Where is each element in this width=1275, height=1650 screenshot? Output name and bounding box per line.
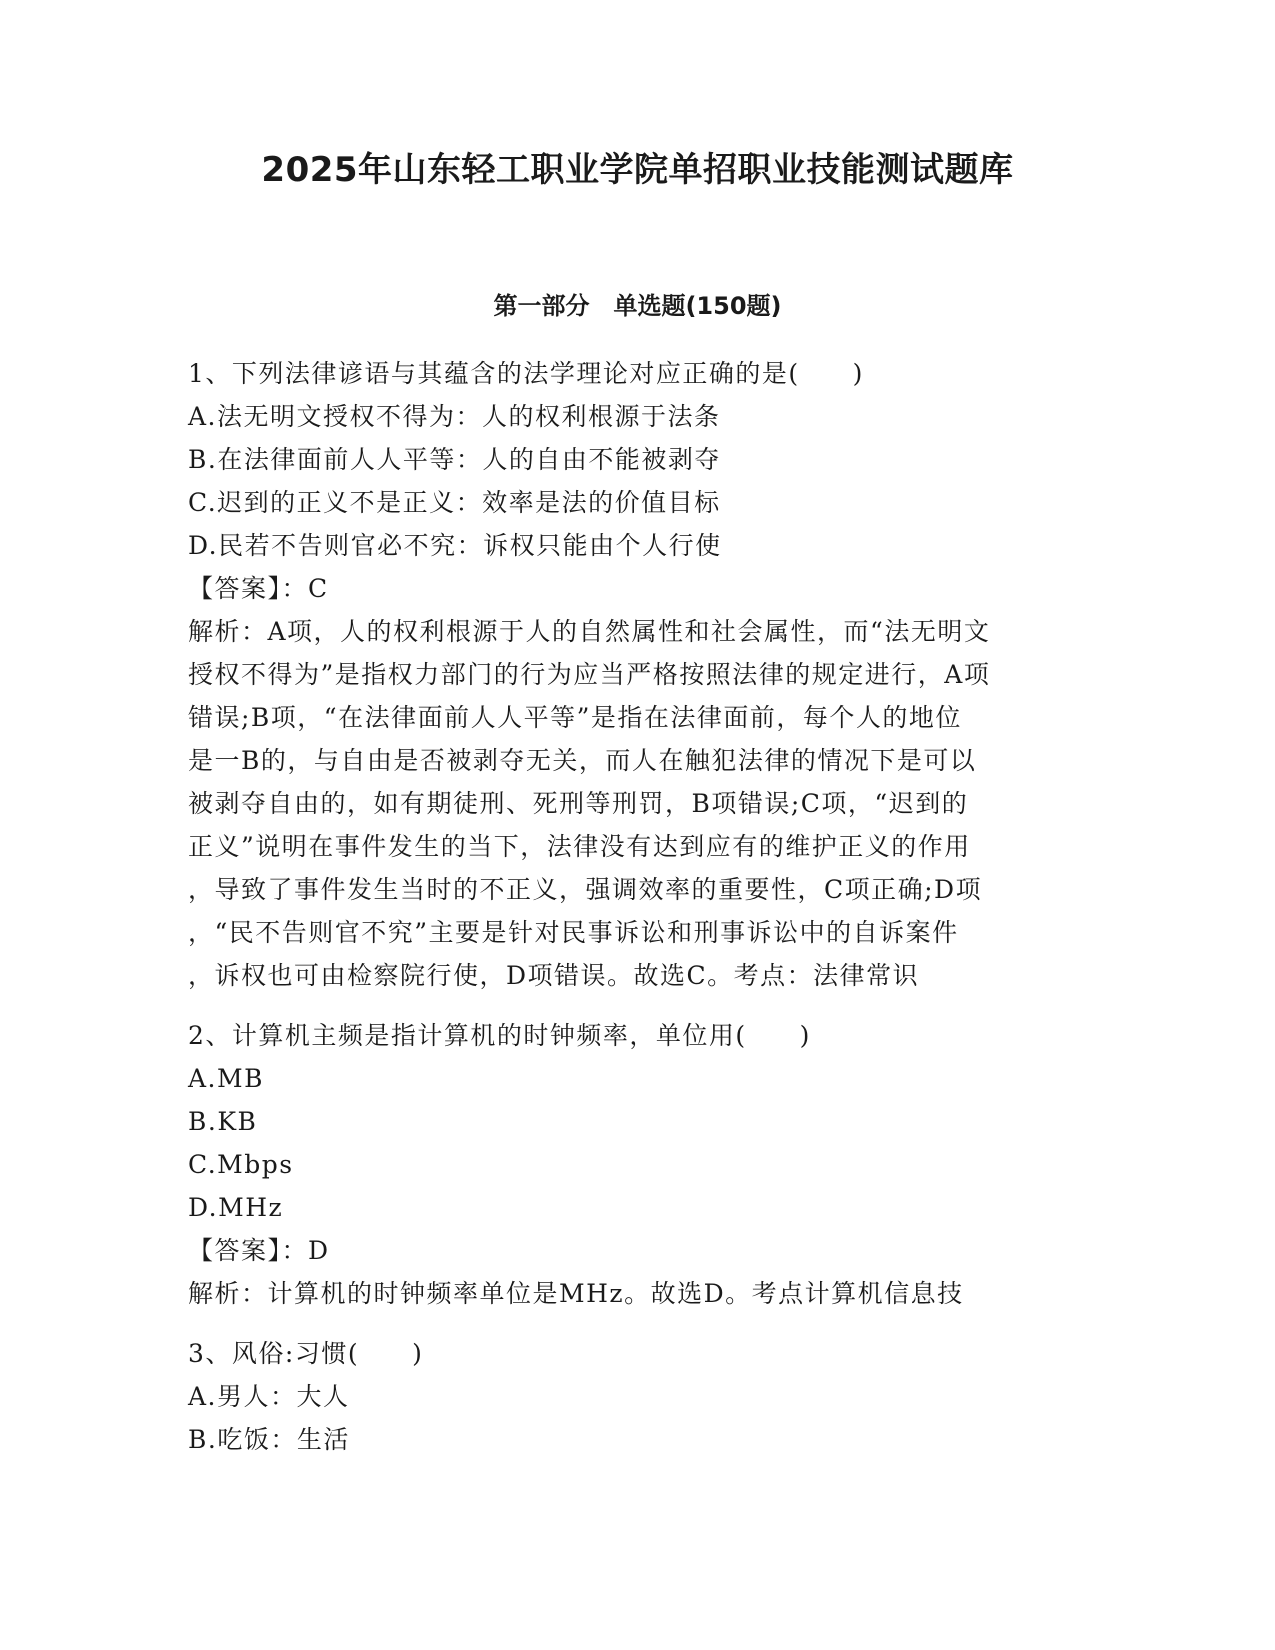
option-c: C.迟到的正义不是正义：效率是法的价值目标 [188, 488, 721, 517]
analysis-line: ，“民不告则官不究”主要是针对民事诉讼和刑事诉讼中的自诉案件 [188, 918, 959, 947]
option-a: A.男人：大人 [188, 1382, 350, 1411]
document-title: 2025年山东轻工职业学院单招职业技能测试题库 [261, 150, 1014, 190]
question-2 [188, 1014, 1088, 1315]
option-d: D.MHz [188, 1193, 284, 1222]
analysis-line: ，导致了事件发生当时的不正义，强调效率的重要性，C项正确;D项 [188, 875, 983, 904]
option-b: B.吃饭：生活 [188, 1425, 350, 1454]
question-3 [188, 1332, 1088, 1461]
analysis-line: 被剥夺自由的，如有期徒刑、死刑等刑罚，B项错误;C项，“迟到的 [188, 789, 969, 818]
option-a: A.法无明文授权不得为：人的权利根源于法条 [188, 402, 721, 431]
analysis-line: 错误;B项，“在法律面前人人平等”是指在法律面前，每个人的地位 [188, 703, 962, 732]
option-d: D.民若不告则官必不究：诉权只能由个人行使 [188, 531, 722, 560]
analysis-line: 正义”说明在事件发生的当下，法律没有达到应有的维护正义的作用 [188, 832, 971, 861]
analysis-line: ，诉权也可由检察院行使，D项错误。故选C。考点：法律常识 [188, 961, 920, 990]
answer: 【答案】：C [188, 574, 329, 603]
option-c: C.Mbps [188, 1150, 294, 1179]
question-stem: 1、下列法律谚语与其蕴含的法学理论对应正确的是( ) [188, 359, 864, 388]
section-title: 第一部分 单选题(150题) [493, 292, 782, 320]
answer: 【答案】：D [188, 1236, 330, 1265]
question-spacer [188, 1315, 1088, 1332]
question-1 [188, 352, 1088, 997]
analysis [188, 610, 1088, 997]
analysis-line: 解析：计算机的时钟频率单位是MHz。故选D。考点计算机信息技 [188, 1279, 964, 1308]
analysis [188, 1272, 1088, 1315]
option-a: A.MB [188, 1064, 264, 1093]
analysis-line: 是一B的，与自由是否被剥夺无关，而人在触犯法律的情况下是可以 [188, 746, 977, 775]
question-stem: 3、风俗:习惯( ) [188, 1339, 424, 1368]
option-b: B.KB [188, 1107, 258, 1136]
option-b: B.在法律面前人人平等：人的自由不能被剥夺 [188, 445, 721, 474]
question-spacer [188, 997, 1088, 1014]
question-list [188, 352, 1088, 1461]
analysis-line: 解析：A项，人的权利根源于人的自然属性和社会属性，而“法无明文 [188, 617, 991, 646]
analysis-line: 授权不得为”是指权力部门的行为应当严格按照法律的规定进行，A项 [188, 660, 991, 689]
question-stem: 2、计算机主频是指计算机的时钟频率，单位用( ) [188, 1021, 811, 1050]
